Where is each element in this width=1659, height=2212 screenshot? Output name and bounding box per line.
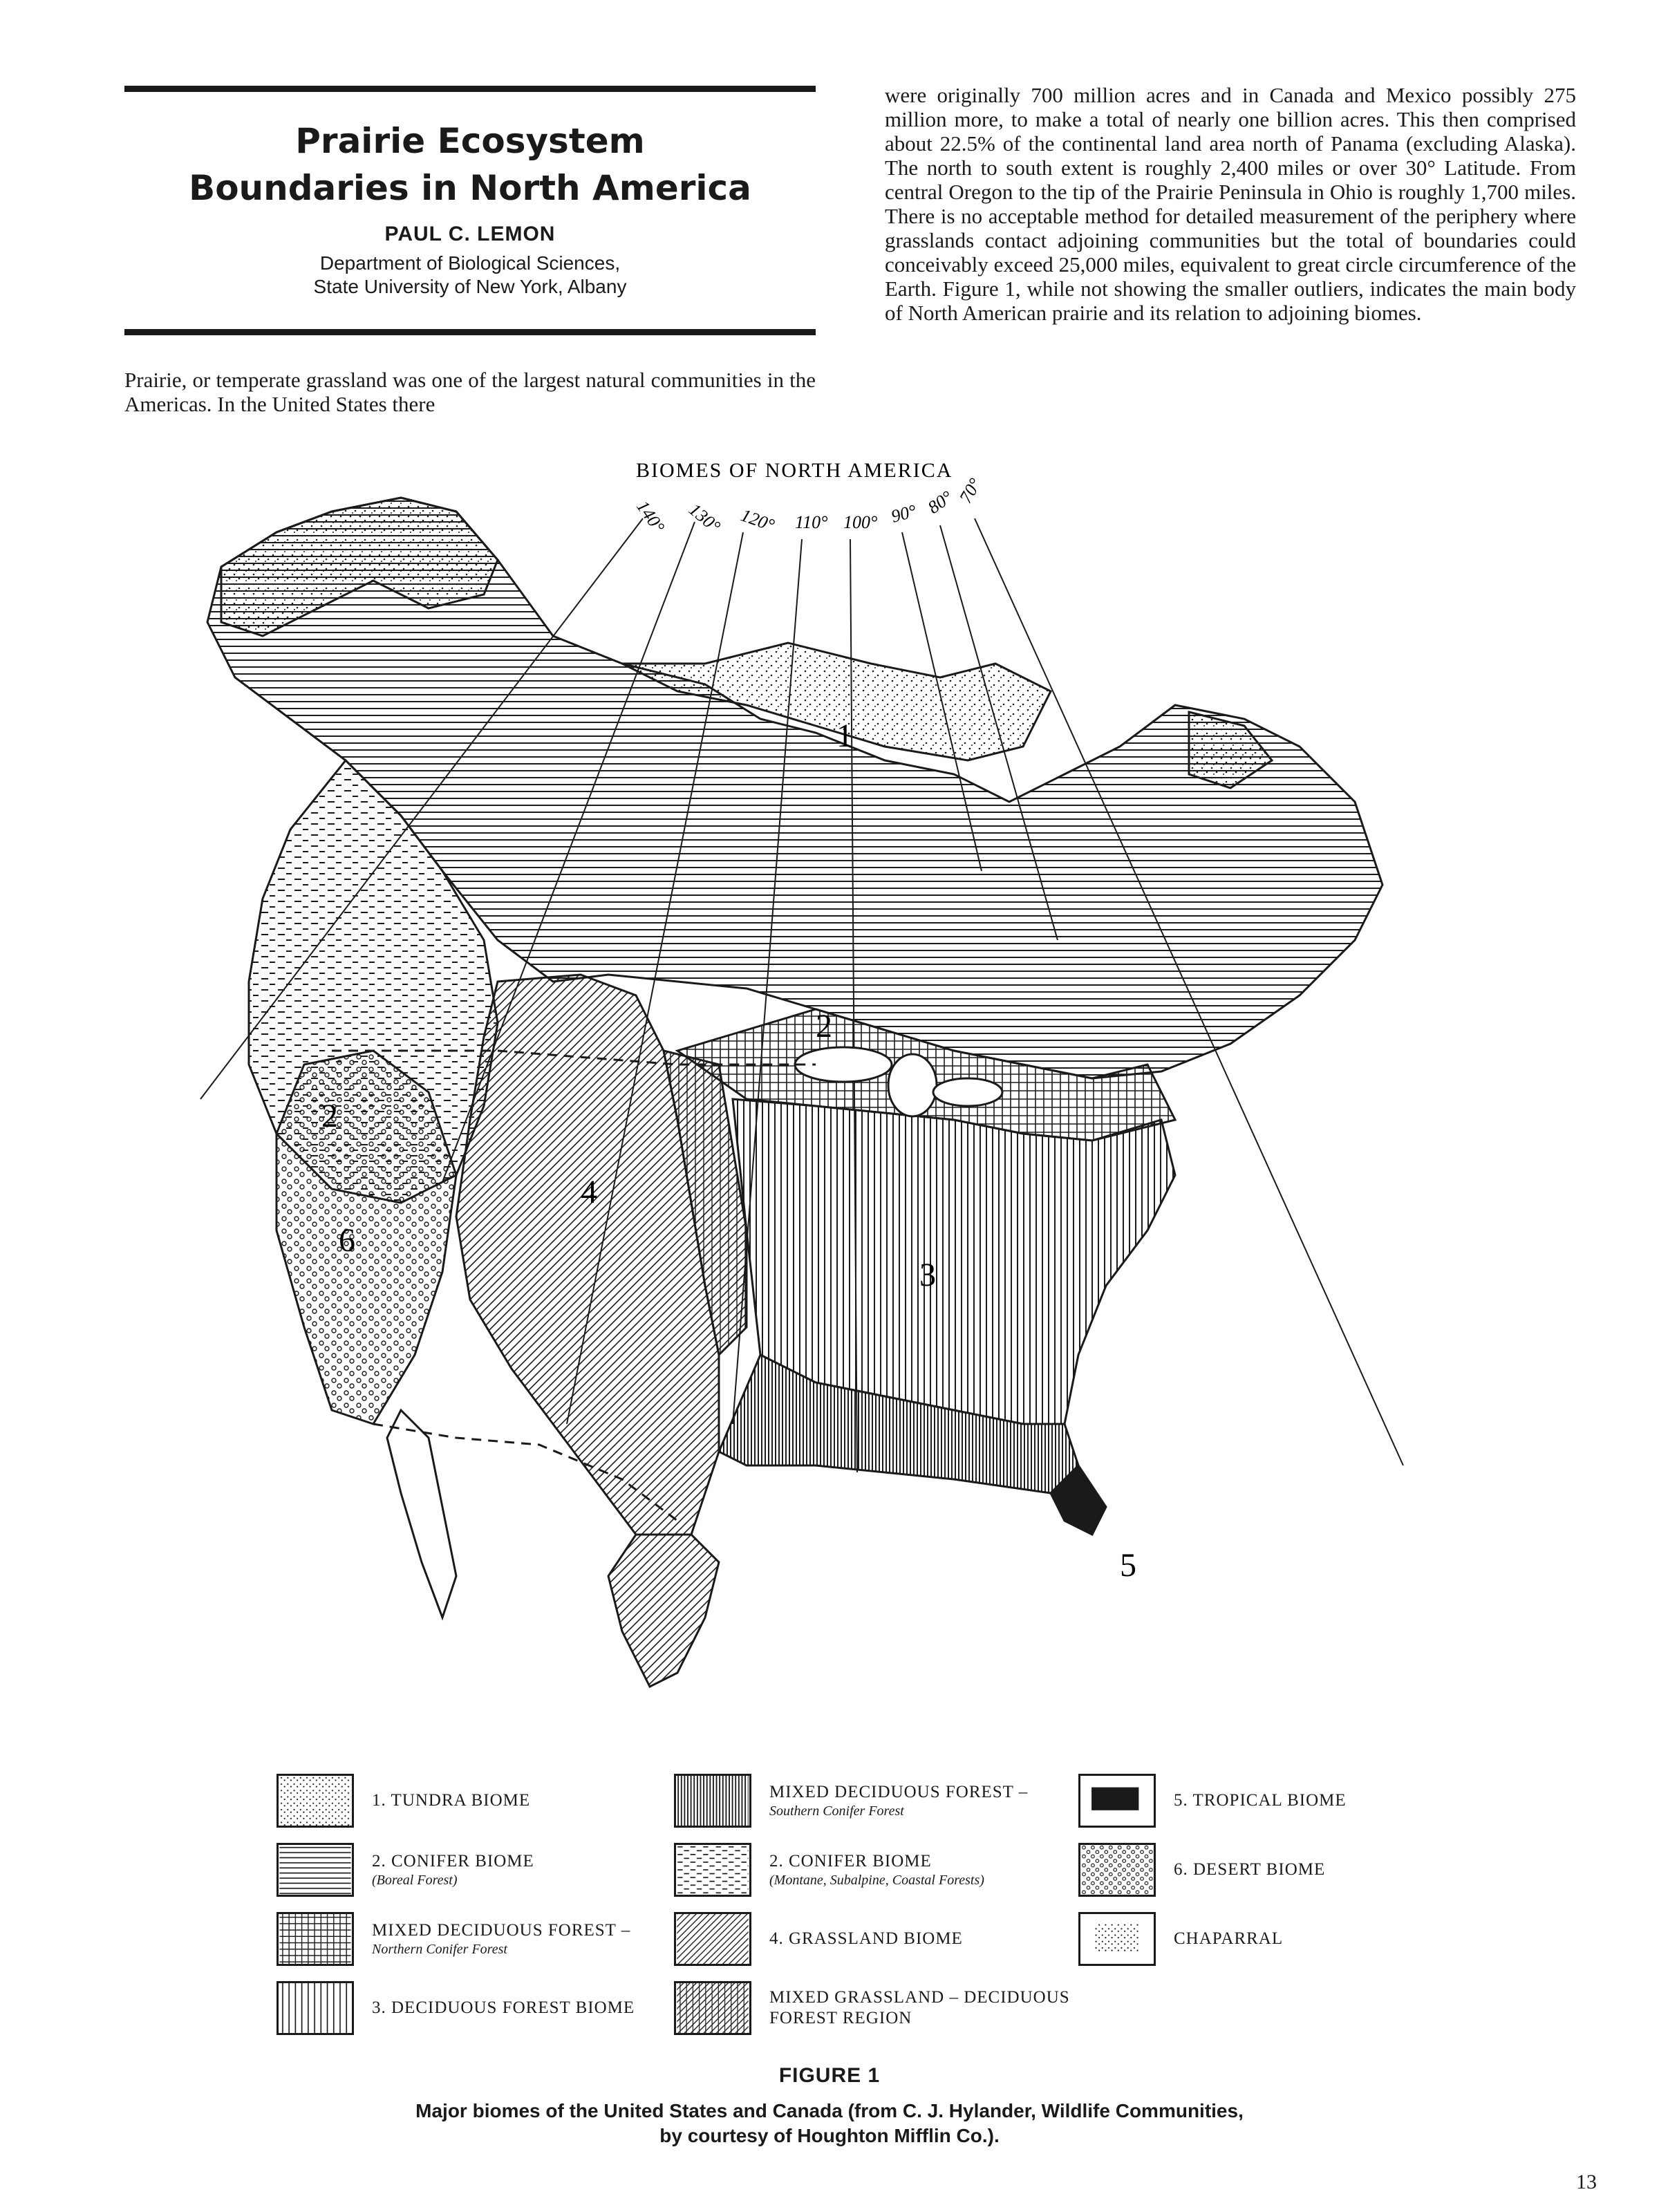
legend-sublabel: (Montane, Subalpine, Coastal Forests) <box>769 1873 984 1888</box>
legend-label: 4. GRASSLAND BIOME <box>769 1929 963 1948</box>
title-line-2: Boundaries in North America <box>189 168 751 208</box>
legend-label: MIXED GRASSLAND – DECIDUOUS FOREST REGION <box>769 1988 1070 2027</box>
region-label: 4 <box>581 1174 597 1210</box>
legend-swatch <box>1078 1912 1156 1966</box>
legend-text <box>372 1977 676 2039</box>
legend-item <box>1078 1770 1479 1832</box>
legend-swatch <box>276 1843 354 1897</box>
legend-text <box>769 1839 1074 1901</box>
author-name: PAUL C. LEMON <box>384 223 556 245</box>
legend-swatch <box>1078 1774 1156 1828</box>
region-label: 5 <box>1120 1547 1136 1584</box>
legend-item <box>674 1977 1075 2039</box>
longitude-label: 130° <box>685 499 724 537</box>
legend-sublabel: Northern Conifer Forest <box>372 1942 507 1957</box>
region-label: 3 <box>919 1257 936 1293</box>
longitude-label: 80° <box>924 487 957 518</box>
region-label: 1 <box>836 718 853 754</box>
legend-label: 3. DECIDUOUS FOREST BIOME <box>372 1998 635 2017</box>
legend-label: 5. TROPICAL BIOME <box>1174 1791 1347 1810</box>
legend-swatch <box>276 1912 354 1966</box>
longitude-label: 110° <box>795 512 828 532</box>
region-label: 2 <box>321 1098 338 1134</box>
longitude-label: 140° <box>632 496 669 536</box>
figure-label: FIGURE 1 <box>778 2064 881 2087</box>
header-rule-top <box>124 86 816 92</box>
legend-sublabel: (Boreal Forest) <box>372 1873 458 1888</box>
body-paragraph-left: Prairie, or temperate grassland was one of the largest natural communities in the Americas. In the United States there <box>124 368 816 416</box>
legend-item <box>276 1908 677 1970</box>
figure-caption: Major biomes of the United States and Canada (from C. J. Hylander, Wildlife Communities, by courtesy of Houghton Mifflin Co.). <box>415 2100 1244 2146</box>
mexico-region <box>608 1535 719 1687</box>
legend-swatch <box>276 1774 354 1828</box>
longitude-label: 120° <box>738 505 778 536</box>
page-number: 13 <box>1576 2171 1597 2193</box>
legend-swatch <box>276 1981 354 2035</box>
legend-label: MIXED DECIDUOUS FOREST – <box>372 1921 631 1940</box>
legend-label: MIXED DECIDUOUS FOREST – <box>769 1783 1029 1801</box>
affiliation-line-2: State University of New York, Albany <box>313 276 627 297</box>
legend-swatch <box>674 1843 751 1897</box>
article-title <box>124 118 816 212</box>
legend-label: CHAPARRAL <box>1174 1929 1284 1948</box>
affiliation-line-1: Department of Biological Sciences, <box>319 252 621 274</box>
legend-item <box>674 1839 1075 1901</box>
baja-peninsula <box>387 1410 456 1618</box>
legend-item <box>1078 1839 1479 1901</box>
legend-swatch <box>674 1912 751 1966</box>
legend-item <box>674 1908 1075 1970</box>
legend-text <box>372 1908 676 1970</box>
legend-text <box>1174 1839 1478 1901</box>
legend-text <box>769 1770 1074 1832</box>
longitude-label: 70° <box>955 474 986 507</box>
title-line-1: Prairie Ecosystem <box>295 121 645 161</box>
legend-item <box>674 1770 1075 1832</box>
region-label: 2 <box>816 1008 832 1044</box>
legend-text <box>372 1770 676 1832</box>
legend-item <box>276 1770 677 1832</box>
header-rule-bottom <box>124 329 816 335</box>
author-affiliation <box>124 252 816 299</box>
legend-text <box>1174 1770 1478 1832</box>
legend-label: 6. DESERT BIOME <box>1174 1860 1326 1879</box>
legend-label: 1. TUNDRA BIOME <box>372 1791 531 1810</box>
legend-text <box>769 1908 1074 1970</box>
longitude-label: 90° <box>889 500 919 527</box>
biome-map <box>194 456 1507 1742</box>
legend-item <box>276 1977 677 2039</box>
legend-swatch <box>1078 1843 1156 1897</box>
legend-text <box>769 1977 1074 2039</box>
legend-swatch <box>674 1774 751 1828</box>
longitude-label: 100° <box>843 512 878 532</box>
map-legend <box>276 1770 1493 2060</box>
legend-text <box>372 1839 676 1901</box>
legend-item <box>1078 1908 1479 1970</box>
body-paragraph-right: were originally 700 million acres and in Canada and Mexico possibly 275 million more, to make a total of nearly one billion acres. This then comprised about 22.5% of the continental land area north of Panama (excluding Alaska). The north to south extent is roughly 2,400 miles or over 30° Latitude. From central Oregon to the tip of the Prairie Peninsula in Ohio is roughly 1,700 miles. There is no acceptable method for detailed measurement of the periphery where grasslands contact adjoining communities but the total of boundaries could conceivably exceed 25,000 miles, equivalent to great circle circumference of the Earth. Figure 1, while not showing the smaller outliers, indicates the main body of North American prairie and its relation to adjoining biomes. <box>885 83 1576 325</box>
legend-sublabel: Southern Conifer Forest <box>769 1803 904 1819</box>
map-title: BIOMES OF NORTH AMERICA <box>636 459 953 482</box>
desert-region <box>276 1051 456 1424</box>
region-label: 6 <box>339 1222 355 1259</box>
longitude-ticks <box>632 475 985 536</box>
legend-label: 2. CONIFER BIOME <box>769 1852 932 1871</box>
legend-label: 2. CONIFER BIOME <box>372 1852 534 1871</box>
legend-item <box>276 1839 677 1901</box>
legend-text <box>1174 1908 1478 1970</box>
continent <box>207 498 1382 1687</box>
legend-swatch <box>674 1981 751 2035</box>
